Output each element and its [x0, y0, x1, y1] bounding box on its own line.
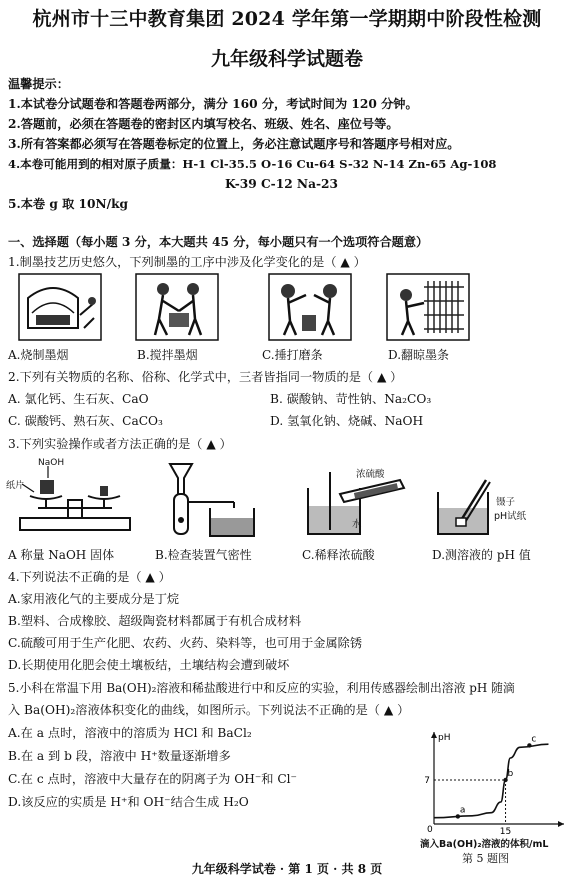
q4-option-a: A.家用液化气的主要成分是丁烷: [8, 592, 180, 606]
q1-image-a: [18, 273, 102, 341]
x-tick-label-0: 0: [427, 825, 433, 835]
q1-image-c: [268, 273, 352, 341]
point-label-a: a: [459, 805, 466, 816]
q3-option-b: B.检查装置气密性: [155, 548, 252, 562]
q3-option-a: A 称量 NaOH 固体: [8, 548, 115, 562]
q3-label-naoh: NaOH: [38, 458, 65, 468]
q3-stem: 3.下列实验操作或者方法正确的是（ ▲ ）: [8, 437, 232, 451]
q3-label-paper: 纸片: [6, 481, 25, 491]
notice-item-4-continued: K-39 C-12 Na-23: [225, 177, 338, 191]
q3-option-d: D.测溶液的 pH 值: [432, 548, 531, 562]
q5-ph-chart: [418, 728, 568, 836]
q3-label-acid: 浓硫酸: [356, 469, 385, 480]
q3-label-water: 水: [352, 519, 362, 530]
notice-item-5: 5.本卷 g 取 10N/kg: [8, 197, 129, 211]
notice-heading: 温馨提示：: [8, 77, 69, 91]
q4-option-d: D.长期使用化肥会使土壤板结，土壤结构会遭到破坏: [8, 658, 290, 672]
q1-option-a: A.烧制墨烟: [8, 348, 69, 362]
q1-option-c: C.捶打磨条: [262, 348, 323, 362]
q4-option-b: B.塑料、合成橡胶、超级陶瓷材料都属于有机合成材料: [8, 614, 302, 628]
exam-subtitle: 九年级科学试题卷: [210, 48, 363, 70]
q2-option-d: D. 氢氧化钠、烧碱、NaOH: [270, 414, 424, 428]
q2-option-b: B. 碳酸钠、苛性钠、Na₂CO₃: [270, 392, 432, 406]
notice-item-3: 3.所有答案都必须写在答题卷标定的位置上，务必注意试题序号和答题序号相对应。: [8, 137, 460, 151]
q3-image-balance: [8, 456, 138, 538]
q5-option-d: D.该反应的实质是 H⁺和 OH⁻结合生成 H₂O: [8, 795, 249, 809]
x-axis-arrow: [558, 821, 564, 827]
y-axis-arrow: [431, 732, 437, 738]
point-label-c: c: [531, 734, 537, 745]
q2-option-a: A. 氯化钙、生石灰、CaO: [8, 392, 149, 406]
q1-image-b: [135, 273, 219, 341]
q4-stem: 4.下列说法不正确的是（ ▲ ）: [8, 570, 171, 584]
point-label-b: b: [507, 769, 514, 779]
section-heading: 一、选择题（每小题 3 分，本大题共 45 分，每小题只有一个选项符合题意）: [8, 235, 429, 249]
q2-stem: 2.下列有关物质的名称、俗称、化学式中，三者皆指同一物质的是（ ▲ ）: [8, 370, 403, 384]
q1-image-d: [386, 273, 470, 341]
q1-option-d: D.翻晾墨条: [388, 348, 450, 362]
q5-stem-line2: 入 Ba(OH)₂溶液体积变化的曲线，如图所示。下列说法不正确的是（ ▲ ）: [8, 703, 410, 717]
ph-curve: [434, 744, 548, 818]
q1-option-b: B.搅拌墨烟: [137, 348, 198, 362]
q3-label-tweezers: 镊子: [496, 497, 516, 508]
exam-title: 杭州市十三中教育集团 2024 学年第一学期期中阶段性检测: [32, 8, 542, 30]
q3-image-airtightness: [162, 458, 262, 540]
y-tick-label-7: 7: [424, 776, 430, 786]
notice-item-4: 4.本卷可能用到的相对原子质量：H-1 Cl-35.5 O-16 Cu-64 S-32 N-14 Zn-65 Ag-108: [8, 157, 497, 171]
q5-chart-xlabel: 滴入Ba(OH)₂溶液的体积/mL: [420, 839, 549, 850]
page-footer: 九年级科学试卷 · 第 1 页 · 共 8 页: [191, 862, 383, 876]
notice-item-1: 1.本试卷分试题卷和答题卷两部分，满分 160 分，考试时间为 120 分钟。: [8, 97, 418, 111]
y-axis-label: pH: [438, 733, 451, 743]
q5-stem-line1: 5.小科在常温下用 Ba(OH)₂溶液和稀盐酸进行中和反应的实验，利用传感器绘制出溶液 pH 随滴: [8, 681, 515, 695]
q2-option-c: C. 碳酸钙、熟石灰、CaCO₃: [8, 414, 163, 428]
q3-option-c: C.稀释浓硫酸: [302, 548, 375, 562]
q5-figure-caption: 第 5 题图: [462, 852, 509, 865]
q5-option-b: B.在 a 到 b 段，溶液中 H⁺数量逐渐增多: [8, 749, 231, 763]
x-tick-label-15: 15: [499, 827, 512, 836]
q5-option-a: A.在 a 点时，溶液中的溶质为 HCl 和 BaCl₂: [8, 726, 252, 740]
q4-option-c: C.硫酸可用于生产化肥、农药、火药、染料等，也可用于金属除锈: [8, 636, 363, 650]
notice-item-2: 2.答题前，必须在答题卷的密封区内填写校名、班级、姓名、座位号等。: [8, 117, 399, 131]
q5-option-c: C.在 c 点时，溶液中大量存在的阴离子为 OH⁻和 Cl⁻: [8, 772, 297, 786]
q3-label-ph-paper: pH试纸: [494, 511, 527, 522]
q1-stem: 1.制墨技艺历史悠久，下列制墨的工序中涉及化学变化的是（ ▲ ）: [8, 255, 366, 269]
